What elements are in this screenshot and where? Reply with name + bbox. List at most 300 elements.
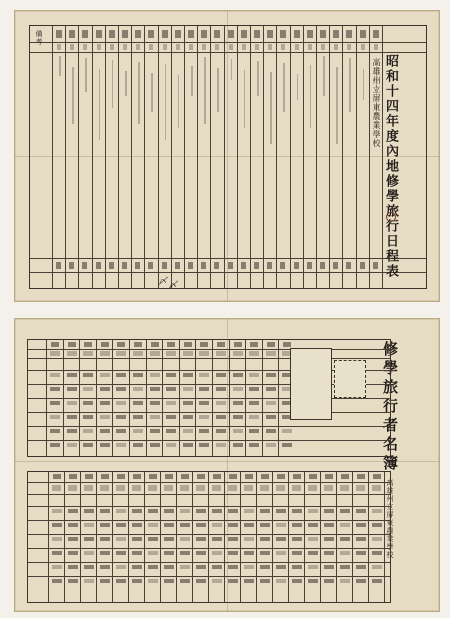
- handwritten-mark: [83, 351, 93, 356]
- handwritten-mark: [308, 537, 318, 541]
- handwritten-mark: [260, 523, 270, 527]
- handwritten-mark: [83, 429, 93, 433]
- handwritten-mark: [100, 351, 110, 356]
- handwritten-mark: [349, 58, 351, 112]
- handwritten-mark: [178, 75, 180, 128]
- handwritten-mark: [180, 509, 190, 513]
- table-column-rule: [79, 340, 80, 456]
- handwritten-mark: [360, 30, 366, 38]
- handwritten-mark: [292, 565, 302, 569]
- itinerary-table: [29, 25, 427, 289]
- handwritten-mark: [233, 443, 243, 447]
- handwritten-mark: [357, 474, 365, 479]
- handwritten-mark: [373, 262, 378, 269]
- handwritten-mark: [212, 565, 222, 569]
- handwritten-mark: [67, 351, 77, 356]
- handwritten-mark: [133, 401, 143, 405]
- handwritten-mark: [183, 415, 193, 419]
- roster-title: 修學旅行者名簿: [381, 341, 399, 474]
- handwritten-mark: [101, 342, 109, 347]
- handwritten-mark: [100, 509, 110, 513]
- table-column-rule: [65, 26, 66, 288]
- handwritten-mark: [212, 551, 222, 555]
- table-column-rule: [144, 26, 145, 288]
- handwritten-mark: [255, 44, 259, 50]
- handwritten-mark: [148, 485, 157, 491]
- handwritten-mark: [183, 443, 193, 447]
- handwritten-mark: [266, 401, 276, 405]
- handwritten-mark: [214, 262, 219, 269]
- handwritten-mark: [117, 342, 125, 347]
- handwritten-mark: [110, 44, 114, 50]
- handwritten-mark: [166, 387, 176, 391]
- handwritten-mark: [100, 415, 110, 419]
- handwritten-mark: [109, 30, 115, 38]
- table-column-rule: [272, 472, 273, 602]
- handwritten-mark: [150, 429, 160, 433]
- handwritten-mark: [309, 474, 317, 479]
- handwritten-mark: [363, 69, 365, 100]
- handwritten-mark: [166, 443, 176, 447]
- handwritten-mark: [148, 565, 158, 569]
- table-column-rule: [92, 26, 93, 288]
- handwritten-mark: [292, 523, 302, 527]
- handwritten-mark: [215, 44, 219, 50]
- handwritten-mark: [216, 401, 226, 405]
- table-column-rule: [369, 26, 370, 288]
- handwritten-mark: [183, 373, 193, 377]
- handwritten-mark: [307, 262, 312, 269]
- handwritten-mark: [245, 474, 253, 479]
- handwritten-mark: [340, 537, 350, 541]
- handwritten-mark: [228, 30, 234, 38]
- table-column-rule: [48, 472, 49, 602]
- table-column-rule: [80, 472, 81, 602]
- handwritten-mark: [84, 485, 93, 491]
- handwritten-mark: [82, 30, 88, 38]
- handwritten-mark: [150, 415, 160, 419]
- table-column-rule: [262, 340, 263, 456]
- handwritten-mark: [133, 443, 143, 447]
- handwritten-mark: [180, 551, 190, 555]
- table-column-rule: [329, 26, 330, 288]
- handwritten-mark: [162, 30, 168, 38]
- handwritten-mark: [228, 565, 238, 569]
- handwritten-mark: [100, 443, 110, 447]
- handwritten-mark: [116, 443, 126, 447]
- table-column-rule: [105, 26, 106, 288]
- handwritten-mark: [83, 44, 87, 50]
- handwritten-mark: [52, 485, 61, 491]
- handwritten-mark: [244, 70, 246, 128]
- handwritten-mark: [116, 387, 126, 391]
- handwritten-mark: [150, 351, 160, 356]
- handwritten-mark: [84, 565, 94, 569]
- handwritten-mark: [116, 351, 126, 356]
- handwritten-mark: [50, 429, 60, 433]
- handwritten-mark: [100, 429, 110, 433]
- handwritten-mark: [324, 485, 333, 491]
- handwritten-mark: [175, 262, 180, 269]
- handwritten-mark: [295, 44, 299, 50]
- handwritten-mark: [199, 401, 209, 405]
- table-column-rule: [208, 472, 209, 602]
- handwritten-mark: [356, 565, 366, 569]
- handwritten-mark: [292, 551, 302, 555]
- handwritten-mark: [84, 551, 94, 555]
- handwritten-mark: [136, 44, 140, 50]
- handwritten-mark: [52, 537, 62, 541]
- handwritten-mark: [260, 565, 270, 569]
- handwritten-mark: [249, 373, 259, 377]
- handwritten-mark: [374, 44, 378, 50]
- handwritten-mark: [212, 485, 221, 491]
- table-column-rule: [342, 26, 343, 288]
- handwritten-mark: [356, 485, 365, 491]
- handwritten-mark: [244, 551, 254, 555]
- handwritten-mark: [83, 443, 93, 447]
- handwritten-mark: [260, 579, 270, 583]
- table-column-rule: [197, 26, 198, 288]
- handwritten-mark: [216, 429, 226, 433]
- handwritten-mark: [123, 44, 127, 50]
- handwritten-mark: [361, 44, 365, 50]
- handwritten-mark: [356, 551, 366, 555]
- handwritten-mark: [199, 443, 209, 447]
- table-column-rule: [162, 340, 163, 456]
- handwritten-mark: [180, 485, 189, 491]
- handwritten-mark: [266, 429, 276, 433]
- table-column-rule: [176, 472, 177, 602]
- handwritten-mark: [334, 44, 338, 50]
- roster-lower-table: [27, 471, 391, 603]
- roster-school-name: 高雄州立屏東農業學校: [386, 479, 394, 559]
- remarks-label: 備考: [35, 30, 43, 46]
- handwritten-mark: [249, 387, 259, 391]
- handwritten-mark: [150, 443, 160, 447]
- handwritten-mark: [283, 63, 285, 112]
- table-column-rule: [316, 26, 317, 288]
- table-column-rule: [240, 472, 241, 602]
- handwritten-mark: [116, 509, 126, 513]
- handwritten-mark: [260, 537, 270, 541]
- handwritten-mark: [166, 373, 176, 377]
- handwritten-mark: [125, 71, 127, 96]
- handwritten-mark: [254, 262, 259, 269]
- table-column-rule: [276, 26, 277, 288]
- table-column-rule: [96, 472, 97, 602]
- handwritten-mark: [325, 474, 333, 479]
- handwritten-mark: [50, 373, 60, 377]
- handwritten-mark: [97, 44, 101, 50]
- handwritten-mark: [214, 30, 220, 38]
- handwritten-mark: [166, 401, 176, 405]
- handwritten-mark: [324, 565, 334, 569]
- handwritten-mark: [83, 387, 93, 391]
- handwritten-mark: [217, 68, 219, 112]
- handwritten-mark: [266, 443, 276, 447]
- table-column-rule: [368, 472, 369, 602]
- handwritten-mark: [294, 30, 300, 38]
- handwritten-mark: [84, 579, 94, 583]
- handwritten-mark: [217, 342, 225, 347]
- handwritten-mark: [228, 537, 238, 541]
- handwritten-mark: [360, 262, 365, 269]
- handwritten-mark: [323, 56, 325, 96]
- handwritten-mark: [233, 373, 243, 377]
- handwritten-mark: [228, 262, 233, 269]
- handwritten-mark: [83, 415, 93, 419]
- handwritten-mark: [135, 262, 140, 269]
- table-column-rule: [384, 472, 385, 602]
- handwritten-mark: [133, 351, 143, 356]
- handwritten-mark: [202, 44, 206, 50]
- handwritten-mark: [176, 44, 180, 50]
- table-column-rule: [96, 340, 97, 456]
- handwritten-mark: [100, 387, 110, 391]
- handwritten-mark: [266, 415, 276, 419]
- handwritten-mark: [233, 351, 243, 356]
- handwritten-mark: [249, 401, 259, 405]
- table-column-rule: [144, 472, 145, 602]
- handwritten-mark: [100, 551, 110, 555]
- table-column-rule: [336, 472, 337, 602]
- handwritten-mark: [68, 485, 77, 491]
- handwritten-mark: [100, 565, 110, 569]
- handwritten-mark: [180, 537, 190, 541]
- handwritten-mark: [204, 57, 206, 124]
- handwritten-mark: [116, 485, 125, 491]
- handwritten-mark: [67, 415, 77, 419]
- handwritten-mark: [297, 74, 299, 100]
- handwritten-mark: [228, 485, 237, 491]
- table-column-rule: [303, 26, 304, 288]
- handwritten-mark: [138, 62, 140, 124]
- handwritten-mark: [67, 387, 77, 391]
- handwritten-mark: [70, 44, 74, 50]
- handwritten-mark: [324, 537, 334, 541]
- handwritten-mark: [270, 72, 272, 144]
- handwritten-mark: [244, 579, 254, 583]
- handwritten-mark: [68, 509, 78, 513]
- handwritten-mark: [372, 485, 381, 491]
- handwritten-mark: [228, 523, 238, 527]
- handwritten-mark: [100, 373, 110, 377]
- handwritten-mark: [336, 67, 338, 144]
- handwritten-mark: [307, 30, 313, 38]
- handwritten-mark: [150, 401, 160, 405]
- handwritten-mark: [164, 565, 174, 569]
- handwritten-mark: [216, 443, 226, 447]
- handwritten-mark: [276, 551, 286, 555]
- handwritten-mark: [96, 262, 101, 269]
- handwritten-mark: [164, 537, 174, 541]
- handwritten-mark: [50, 415, 60, 419]
- handwritten-mark: [52, 565, 62, 569]
- handwritten-mark: [166, 351, 176, 356]
- table-column-rule: [356, 26, 357, 288]
- handwritten-mark: [346, 30, 352, 38]
- handwritten-mark: [201, 262, 206, 269]
- handwritten-mark: [85, 58, 87, 92]
- handwritten-mark: [308, 44, 312, 50]
- table-column-rule: [250, 26, 251, 288]
- handwritten-mark: [183, 351, 193, 356]
- handwritten-mark: [308, 485, 317, 491]
- handwritten-mark: [216, 415, 226, 419]
- handwritten-mark: [133, 373, 143, 377]
- handwritten-mark: [320, 262, 325, 269]
- table-column-rule: [256, 472, 257, 602]
- handwritten-mark: [242, 44, 246, 50]
- handwritten-mark: [116, 373, 126, 377]
- handwritten-mark: [308, 565, 318, 569]
- handwritten-mark: [68, 565, 78, 569]
- table-column-rule: [288, 472, 289, 602]
- handwritten-mark: [117, 474, 125, 479]
- handwritten-mark: [50, 401, 60, 405]
- handwritten-mark: [68, 537, 78, 541]
- handwritten-mark: [133, 387, 143, 391]
- handwritten-mark: [280, 262, 285, 269]
- handwritten-mark: [132, 565, 142, 569]
- handwritten-mark: [84, 537, 94, 541]
- handwritten-mark: [212, 579, 222, 583]
- handwritten-mark: [241, 262, 246, 269]
- seal-stamp: [386, 212, 396, 222]
- handwritten-mark: [356, 537, 366, 541]
- handwritten-mark: [340, 523, 350, 527]
- handwritten-mark: [233, 401, 243, 405]
- handwritten-mark: [292, 579, 302, 583]
- notice-box: [290, 348, 332, 420]
- handwritten-mark: [149, 474, 157, 479]
- handwritten-mark: [162, 262, 167, 269]
- table-column-rule: [304, 472, 305, 602]
- handwritten-mark: [150, 387, 160, 391]
- handwritten-mark: [229, 44, 233, 50]
- table-column-rule: [212, 340, 213, 456]
- handwritten-mark: [183, 429, 193, 433]
- handwritten-mark: [164, 523, 174, 527]
- handwritten-mark: [132, 551, 142, 555]
- handwritten-mark: [340, 551, 350, 555]
- handwritten-mark: [244, 509, 254, 513]
- handwritten-mark: [212, 509, 222, 513]
- handwritten-mark: [183, 387, 193, 391]
- handwritten-mark: [320, 30, 326, 38]
- handwritten-mark: [244, 565, 254, 569]
- roster-upper-table: [27, 339, 391, 457]
- handwritten-mark: [57, 44, 61, 50]
- handwritten-mark: [308, 579, 318, 583]
- table-column-rule: [179, 340, 180, 456]
- handwritten-mark: [116, 579, 126, 583]
- handwritten-mark: [283, 342, 291, 347]
- handwritten-mark: [150, 373, 160, 377]
- table-column-rule: [245, 340, 246, 456]
- handwritten-mark: [148, 537, 158, 541]
- handwritten-mark: [200, 342, 208, 347]
- handwritten-mark: [216, 351, 226, 356]
- handwritten-mark: [260, 485, 269, 491]
- handwritten-mark: [249, 351, 259, 356]
- table-column-rule: [290, 26, 291, 288]
- handwritten-mark: [234, 342, 242, 347]
- handwritten-mark: [68, 551, 78, 555]
- itinerary-school-name: 高雄州立屏東農業學校: [372, 58, 381, 148]
- handwritten-mark: [148, 30, 154, 38]
- handwritten-mark: [181, 474, 189, 479]
- table-column-rule: [224, 26, 225, 288]
- handwritten-mark: [372, 551, 382, 555]
- handwritten-mark: [83, 373, 93, 377]
- handwritten-mark: [85, 474, 93, 479]
- handwritten-mark: [52, 509, 62, 513]
- handwritten-mark: [257, 61, 259, 96]
- handwritten-mark: [231, 59, 233, 80]
- handwritten-mark: [100, 485, 109, 491]
- handwritten-mark: [376, 60, 378, 128]
- table-column-rule: [278, 340, 279, 456]
- handwritten-mark: [276, 485, 285, 491]
- handwritten-mark: [372, 523, 382, 527]
- handwritten-mark: [340, 509, 350, 513]
- handwritten-mark: [148, 262, 153, 269]
- handwritten-mark: [83, 401, 93, 405]
- table-column-rule: [146, 340, 147, 456]
- handwritten-mark: [196, 523, 206, 527]
- handwritten-mark: [293, 474, 301, 479]
- handwritten-mark: [321, 44, 325, 50]
- handwritten-mark: [165, 474, 173, 479]
- handwritten-mark: [166, 429, 176, 433]
- handwritten-mark: [133, 415, 143, 419]
- handwritten-mark: [324, 509, 334, 513]
- handwritten-mark: [372, 509, 382, 513]
- handwritten-mark: [69, 30, 75, 38]
- handwritten-mark: [67, 429, 77, 433]
- table-column-rule: [78, 26, 79, 288]
- handwritten-mark: [100, 579, 110, 583]
- handwritten-mark: [84, 509, 94, 513]
- handwritten-mark: [116, 429, 126, 433]
- handwritten-mark: [292, 509, 302, 513]
- handwritten-mark: [132, 537, 142, 541]
- handwritten-mark: [281, 44, 285, 50]
- handwritten-mark: [199, 373, 209, 377]
- handwritten-mark: [133, 429, 143, 433]
- handwritten-mark: [308, 509, 318, 513]
- handwritten-mark: [333, 262, 338, 269]
- handwritten-mark: [340, 485, 349, 491]
- handwritten-mark: [310, 65, 312, 128]
- handwritten-mark: [180, 565, 190, 569]
- handwritten-mark: [216, 387, 226, 391]
- handwritten-mark: [164, 551, 174, 555]
- handwritten-mark: [52, 579, 62, 583]
- handwritten-mark: [241, 30, 247, 38]
- handwritten-mark: [135, 30, 141, 38]
- handwritten-mark: [99, 69, 101, 140]
- handwritten-mark: [292, 485, 301, 491]
- table-column-rule: [129, 340, 130, 456]
- handwritten-mark: [233, 429, 243, 433]
- table-column-rule: [131, 26, 132, 288]
- handwritten-mark: [151, 342, 159, 347]
- handwritten-mark: [199, 387, 209, 391]
- handwritten-mark: [333, 30, 339, 38]
